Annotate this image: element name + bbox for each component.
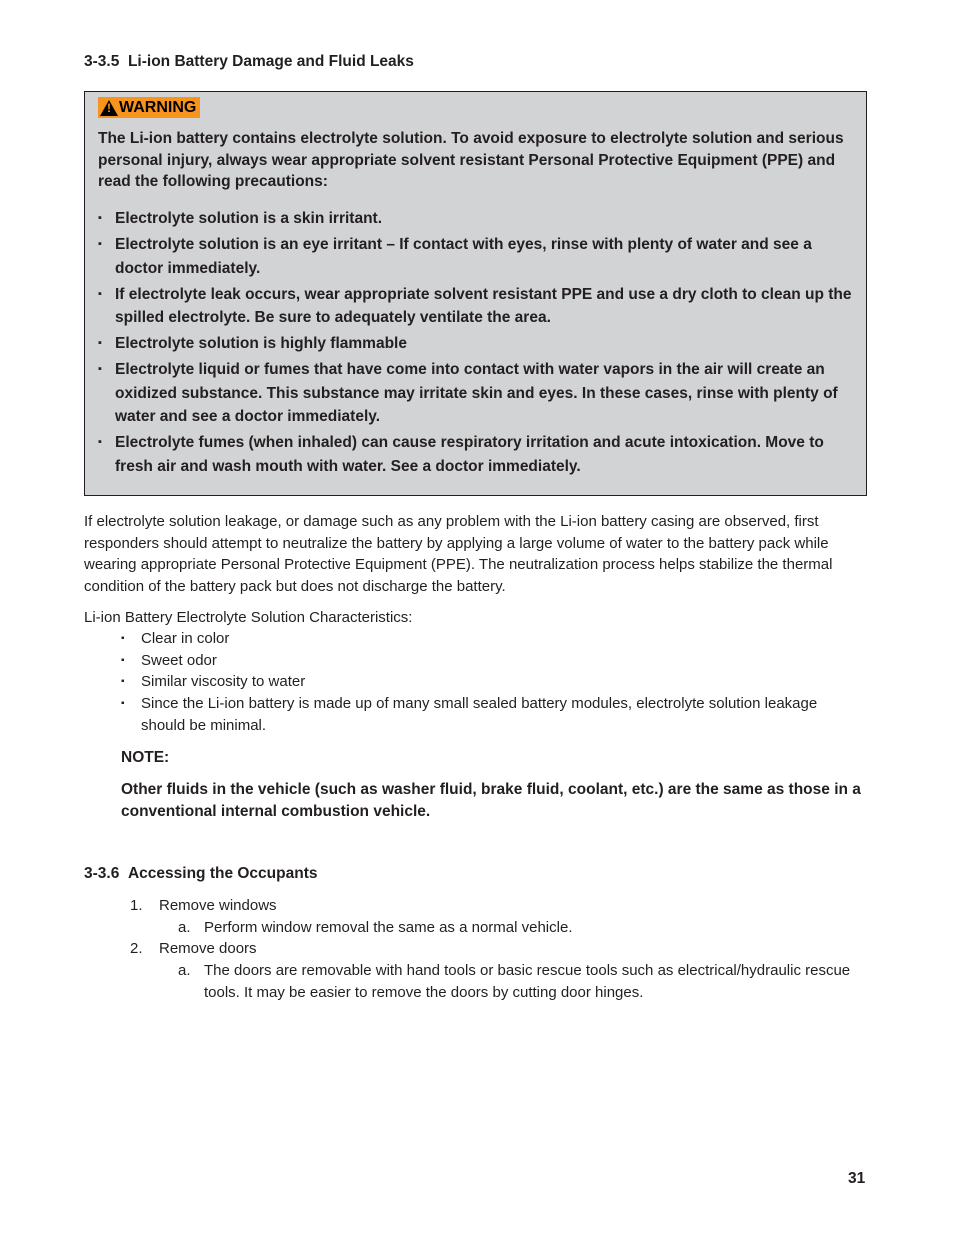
substep-letter: a. <box>178 918 191 936</box>
note-text: Other fluids in the vehicle (such as washer fluid, brake fluid, coolant, etc.) are the same as those in a conventional internal combustion vehicle. <box>121 781 861 820</box>
warning-item: ▪ Electrolyte fumes (when inhaled) can cause respiratory irritation and acute intoxication. Move to fresh air and wash mouth with water. See a doctor immediately. <box>98 431 858 478</box>
section-heading-3-3-5 <box>84 53 414 71</box>
warning-box <box>84 91 867 496</box>
substep-item <box>178 960 870 1003</box>
step-item <box>130 938 870 1003</box>
warning-item: ▪ Electrolyte solution is highly flammable <box>98 332 858 356</box>
warning-item: ▪ Electrolyte solution is an eye irritant – If contact with eyes, rinse with plenty of water and see a doctor immediately. <box>98 233 858 280</box>
characteristics-heading: Li-ion Battery Electrolyte Solution Characteristics: <box>84 609 413 626</box>
characteristic-item: ▪ Sweet odor <box>121 650 841 672</box>
characteristics-list <box>121 628 841 737</box>
step-text: Remove windows <box>159 897 277 914</box>
section-number: 3-3.6 <box>84 865 120 882</box>
characteristic-item: ▪ Since the Li-ion battery is made up of many small sealed battery modules, electrolyte solution leakage should be minimal. <box>121 693 841 736</box>
section-number: 3-3.5 <box>84 53 120 70</box>
warning-item: ▪ Electrolyte liquid or fumes that have come into contact with water vapors in the air will create an oxidized substance. This substance may irritate skin and eyes. In these cases, rinse with plenty of water and see a doctor immediately. <box>98 358 858 429</box>
page-number: 31 <box>848 1170 866 1187</box>
warning-badge <box>98 97 200 118</box>
note-label: NOTE: <box>121 749 170 766</box>
section-heading-3-3-6 <box>84 865 317 883</box>
substep-text: The doors are removable with hand tools or basic rescue tools such as electrical/hydraulic rescue tools. It may be easier to remove the doors by cutting door hinges. <box>204 962 851 1001</box>
warning-list <box>98 207 858 481</box>
substep-text: Perform window removal the same as a normal vehicle. <box>204 918 573 936</box>
warning-item: ▪ If electrolyte leak occurs, wear appropriate solvent resistant PPE and use a dry cloth to clean up the spilled electrolyte. Be sure to adequately ventilate the area. <box>98 283 858 330</box>
substep-item <box>178 917 870 939</box>
section-title: Accessing the Occupants <box>127 865 318 882</box>
warning-triangle-icon <box>100 100 118 116</box>
substep-list <box>130 960 870 1003</box>
occupant-access-steps <box>130 895 870 1004</box>
step-number: 1. <box>130 897 143 914</box>
step-item <box>130 895 870 938</box>
warning-intro: The Li-ion battery contains electrolyte solution. To avoid exposure to electrolyte solution and serious personal injury, always wear appropriate solvent resistant Personal Protective Equipment (PPE) and read the following precautions: <box>98 130 844 190</box>
step-number: 2. <box>130 940 143 958</box>
substep-list <box>130 917 870 939</box>
warning-item: ▪ Electrolyte solution is a skin irritant. <box>98 207 858 231</box>
section-title: Li-ion Battery Damage and Fluid Leaks <box>127 53 414 70</box>
warning-label: WARNING <box>119 99 197 116</box>
neutralization-paragraph: If electrolyte solution leakage, or damage such as any problem with the Li-ion battery casing are observed, first responders should attempt to neutralize the battery by applying a large volume of water to the battery pack while wearing appropriate Personal Protective Equipment (PPE). The neutralization process helps stabilize the thermal condition of the battery pack but does not discharge the battery. <box>84 513 833 596</box>
characteristic-item: ▪ Similar viscosity to water <box>121 671 841 693</box>
characteristic-item: ▪ Clear in color <box>121 628 841 650</box>
step-text: Remove doors <box>159 940 257 958</box>
substep-letter: a. <box>178 962 191 980</box>
